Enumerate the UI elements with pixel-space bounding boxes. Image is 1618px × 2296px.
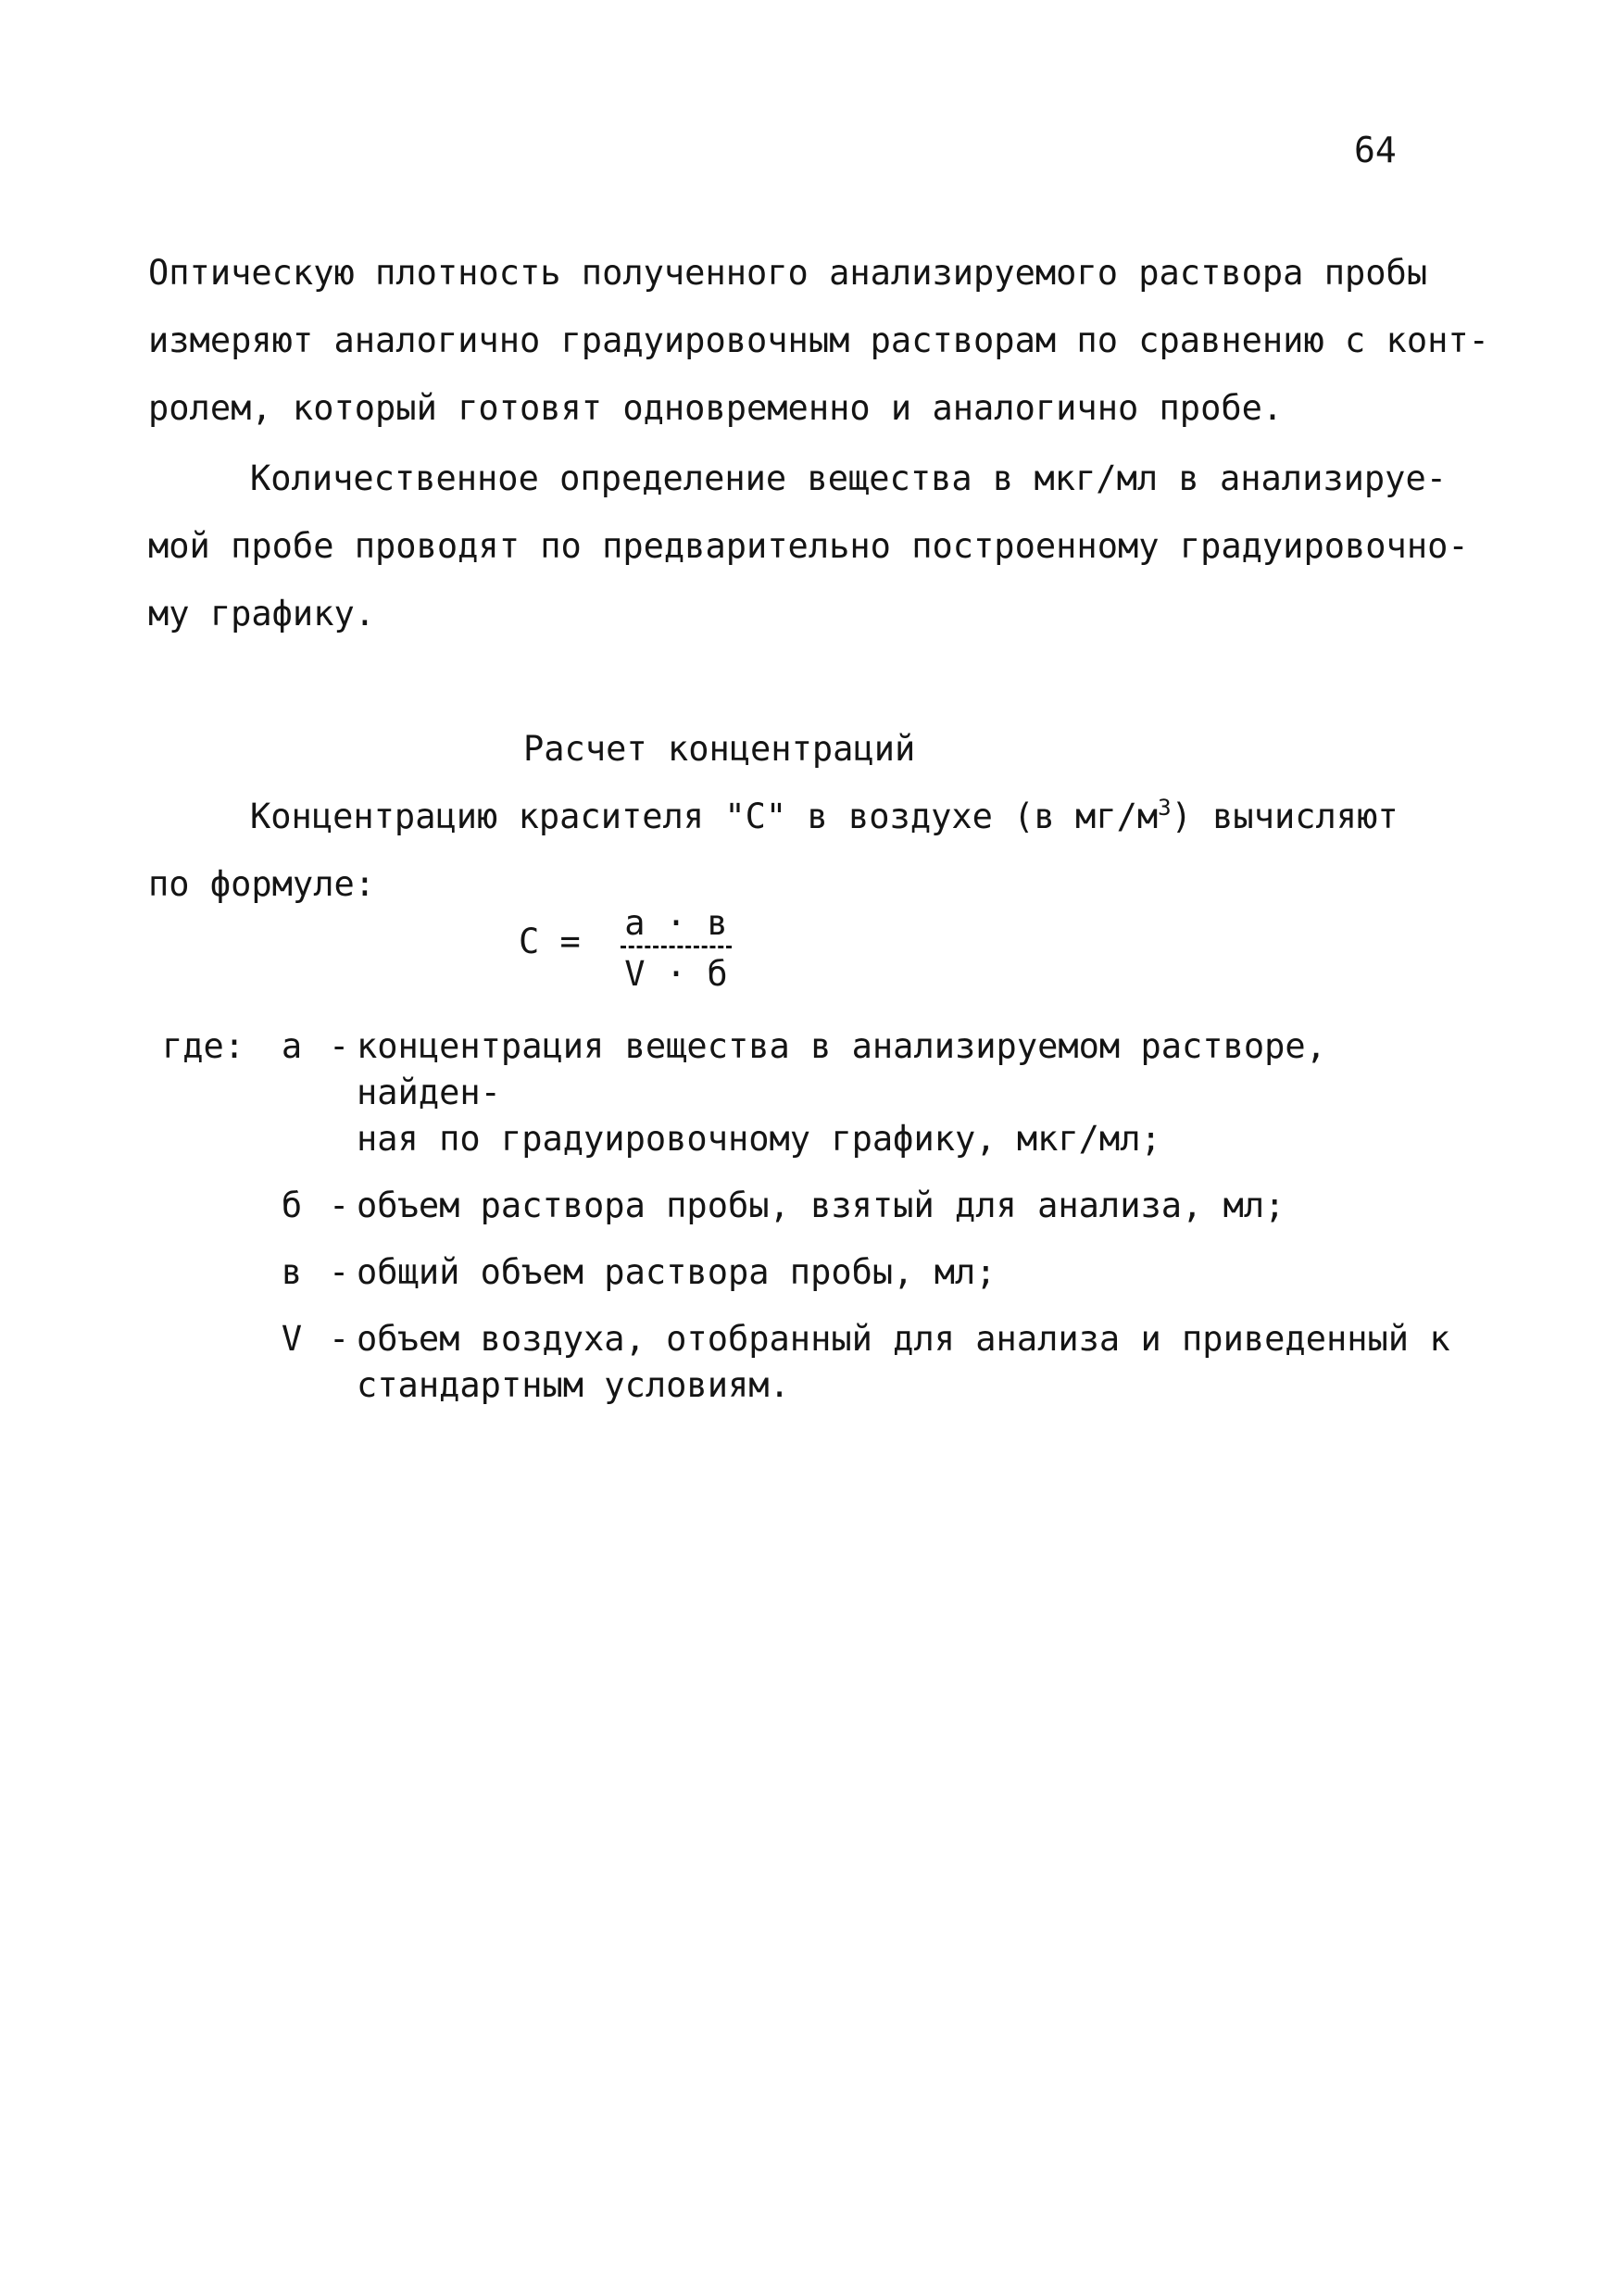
concentration-formula bbox=[519, 903, 759, 1005]
definitions-lead: где: bbox=[162, 1026, 245, 1066]
definition-item bbox=[162, 1023, 1477, 1162]
section-heading: Расчет концентраций bbox=[523, 729, 916, 769]
definition-symbol: в bbox=[281, 1252, 303, 1292]
definition-dash: - bbox=[329, 1026, 350, 1066]
formula-denominator: V · б bbox=[624, 954, 728, 994]
paragraph-line: мой пробе проводят по предварительно построенному градуировочно- bbox=[148, 526, 1469, 566]
superscript: 3 bbox=[1158, 795, 1172, 821]
paragraph-line: ролем, который готовят одновременно и аналогично пробе. bbox=[148, 388, 1284, 428]
definition-text: концентрация вещества в анализируемом растворе, найден- ная по градуировочному графику, мкг/мл; bbox=[357, 1026, 1326, 1159]
paragraph-line: му графику. bbox=[148, 594, 376, 634]
variable-definitions bbox=[162, 1023, 1477, 1429]
formula-numerator: а · в bbox=[624, 903, 728, 943]
paragraph-line: Оптическую плотность полученного анализируемого раствора пробы bbox=[148, 253, 1428, 293]
paragraph-concentration bbox=[148, 783, 1473, 918]
definition-dash: - bbox=[329, 1319, 350, 1359]
text-segment: Концентрацию красителя "С" в воздухе (в мг/м bbox=[250, 797, 1159, 836]
definition-dash: - bbox=[329, 1252, 350, 1292]
definition-item bbox=[162, 1183, 1477, 1229]
definition-symbol: б bbox=[281, 1186, 303, 1225]
definition-dash: - bbox=[329, 1186, 350, 1225]
paragraph-optical-density bbox=[148, 239, 1489, 442]
definition-item bbox=[162, 1249, 1477, 1296]
paragraph-line: по формуле: bbox=[148, 864, 376, 904]
paragraph-line bbox=[148, 783, 1473, 850]
page-number: 64 bbox=[1354, 130, 1397, 170]
paragraph-quantitative bbox=[148, 445, 1473, 647]
paragraph-line: измеряют аналогично градуировочным растворам по сравнению с конт- bbox=[148, 320, 1489, 360]
paragraph-line: Количественное определение вещества в мкг/мл в анализируе- bbox=[250, 458, 1448, 498]
definition-symbol: а bbox=[281, 1026, 303, 1066]
definition-symbol: V bbox=[281, 1319, 303, 1359]
definition-text: общий объем раствора пробы, мл; bbox=[357, 1252, 997, 1292]
formula-fraction bbox=[621, 903, 732, 995]
fraction-bar bbox=[621, 946, 732, 948]
definition-item bbox=[162, 1316, 1477, 1409]
definition-text: объем воздуха, отобранный для анализа и приведенный к стандартным условиям. bbox=[357, 1319, 1450, 1405]
definition-text: объем раствора пробы, взятый для анализа, мл; bbox=[357, 1186, 1286, 1225]
text-segment: ) вычисляют bbox=[1171, 797, 1399, 836]
formula-lhs: С = bbox=[519, 922, 581, 961]
